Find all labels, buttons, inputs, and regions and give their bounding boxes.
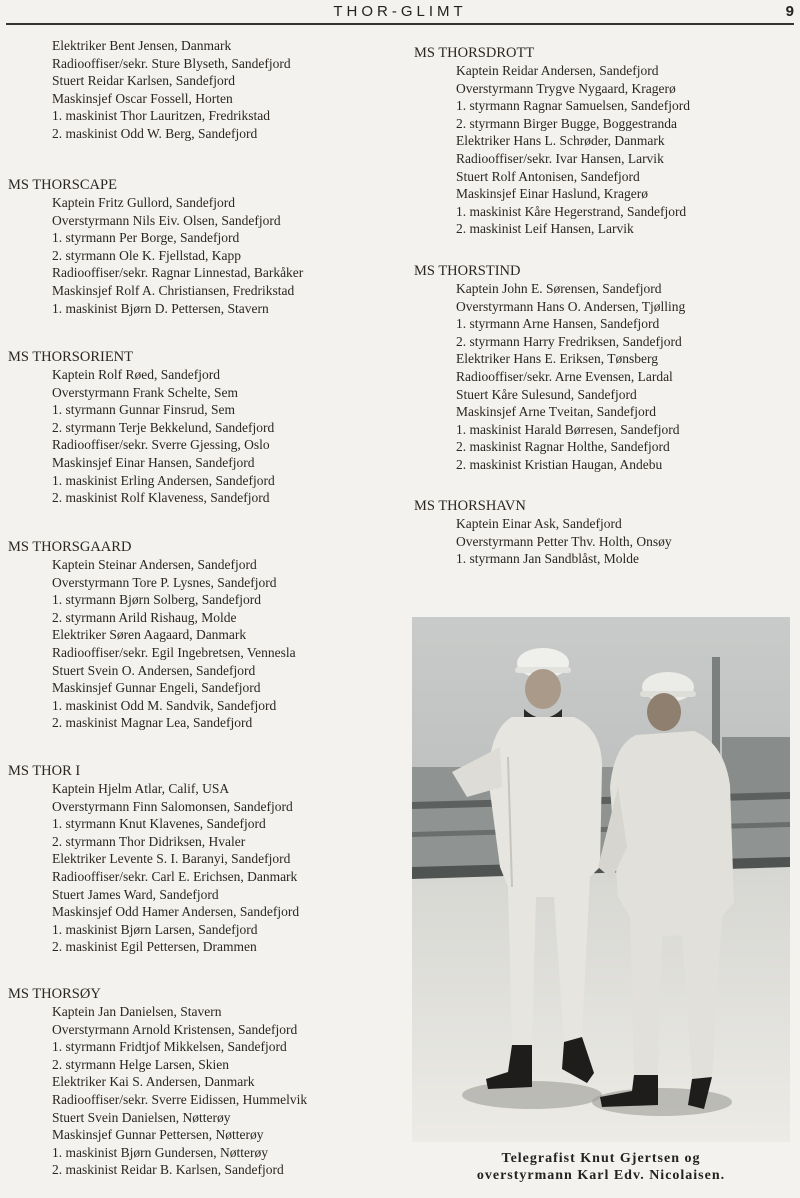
crew-member: 2. styrmann Harry Fredriksen, Sandefjord [456,333,682,349]
ship-name: MS THORSØY [8,986,101,1002]
ship-section [0,176,303,317]
crew-member: Maskinsjef Gunnar Pettersen, Nøtterøy [52,1127,264,1143]
crew-member: Maskinsjef Oscar Fossell, Horten [52,90,233,106]
crew-member: Radiooffiser/sekr. Egil Ingebretsen, Vennesla [52,644,296,660]
ship-section [0,37,291,143]
crew-member: 1. styrmann Knut Klavenes, Sandefjord [52,816,266,832]
crew-member: Maskinsjef Einar Haslund, Kragerø [456,186,648,202]
crew-member: 2. maskinist Magnar Lea, Sandefjord [52,715,253,731]
crew-member: Radiooffiser/sekr. Arne Evensen, Lardal [456,368,673,384]
crew-member: 2. maskinist Rolf Klaveness, Sandefjord [52,490,270,506]
crew-member: 1. maskinist Bjørn Gundersen, Nøtterøy [52,1144,268,1160]
crew-member: 2. styrmann Ole K. Fjellstad, Kapp [52,247,241,263]
crew-member: Overstyrmann Finn Salomonsen, Sandefjord [52,798,293,814]
crew-member: Elektriker Levente S. I. Baranyi, Sandefjord [52,851,291,867]
caption-line-1: Telegrafist Knut Gjertsen og [501,1151,701,1166]
ship-section [400,44,690,238]
crew-list [0,556,296,732]
ship-section [0,985,307,1179]
crew-member: 1. maskinist Bjørn Larsen, Sandefjord [52,921,258,937]
crew-member: Stuert Kåre Sulesund, Sandefjord [456,386,637,402]
crew-member: 1. maskinist Harald Børresen, Sandefjord [456,421,680,437]
page-number: 9 [785,3,794,20]
crew-member: Kaptein Steinar Andersen, Sandefjord [52,557,257,572]
crew-member: 2. styrmann Thor Didriksen, Hvaler [52,833,246,849]
ship-name: MS THORSTIND [414,263,521,279]
crew-member: Overstyrmann Nils Eiv. Olsen, Sandefjord [52,212,281,228]
crew-member: Radiooffiser/sekr. Ivar Hansen, Larvik [456,150,664,166]
crew-list [0,1003,307,1179]
crew-member: 1. maskinist Kåre Hegerstrand, Sandefjord [456,203,687,219]
crew-member: Radiooffiser/sekr. Ragnar Linnestad, Barkåker [52,265,304,281]
crew-member: 1. styrmann Ragnar Samuelsen, Sandefjord [456,98,690,114]
crew-photo [412,617,790,1142]
ship-section [400,497,672,568]
crew-member: Radiooffiser/sekr. Sverre Gjessing, Oslo [52,437,270,453]
ship-name: MS THORSCAPE [8,177,117,193]
crew-member: Kaptein John E. Sørensen, Sandefjord [456,281,662,296]
crew-member: Maskinsjef Arne Tveitan, Sandefjord [456,404,656,420]
caption-line-2: overstyrmann Karl Edv. Nicolaisen. [476,1168,726,1183]
crew-list [400,515,672,568]
crew-member: Maskinsjef Rolf A. Christiansen, Fredrikstad [52,282,295,298]
crew-member: Stuert Svein O. Andersen, Sandefjord [52,662,256,678]
crew-member: 1. maskinist Erling Andersen, Sandefjord [52,472,275,488]
crew-member: 2. maskinist Reidar B. Karlsen, Sandefjord [52,1162,284,1178]
crew-member: 2. styrmann Helge Larsen, Skien [52,1056,229,1072]
crew-member: 2. styrmann Terje Bekkelund, Sandefjord [52,419,275,435]
crew-member: 2. styrmann Arild Rishaug, Molde [52,609,237,625]
ship-name: MS THORSDROTT [414,45,535,61]
crew-list [0,366,275,507]
crew-list [400,62,690,238]
crew-member: 2. maskinist Odd W. Berg, Sandefjord [52,125,258,141]
crew-list [0,780,299,956]
crew-member: Elektriker Bent Jensen, Danmark [52,38,232,53]
crew-member: Kaptein Jan Danielsen, Stavern [52,1004,222,1019]
crew-member: Stuert Reidar Karlsen, Sandefjord [52,73,235,89]
crew-member: 2. maskinist Egil Pettersen, Drammen [52,939,257,955]
crew-member: 1. maskinist Odd M. Sandvik, Sandefjord [52,697,277,713]
ship-section [400,262,685,474]
crew-list [400,280,685,474]
crew-member: Stuert James Ward, Sandefjord [52,886,219,902]
ship-section [0,762,299,956]
crew-member: 1. styrmann Fridtjof Mikkelsen, Sandefjord [52,1039,287,1055]
photo-caption [412,1150,790,1184]
crew-member: Elektriker Kai S. Andersen, Danmark [52,1074,255,1090]
crew-member: Overstyrmann Frank Schelte, Sem [52,384,238,400]
crew-member: Elektriker Hans L. Schrøder, Danmark [456,133,665,149]
crew-member: 2. styrmann Birger Bugge, Boggestranda [456,115,677,131]
crew-member: 1. styrmann Bjørn Solberg, Sandefjord [52,592,261,608]
ship-section [0,538,296,732]
crew-member: Overstyrmann Hans O. Andersen, Tjølling [456,298,686,314]
crew-member: 2. maskinist Leif Hansen, Larvik [456,221,634,237]
crew-member: Kaptein Rolf Røed, Sandefjord [52,367,220,382]
crew-list [0,194,303,317]
ship-name: MS THORSORIENT [8,349,134,365]
ship-name: MS THORSGAARD [8,539,132,555]
ship-name: MS THORSHAVN [414,498,526,514]
crew-member: Maskinsjef Odd Hamer Andersen, Sandefjord [52,904,300,920]
crew-member: Overstyrmann Petter Thv. Holth, Onsøy [456,533,672,549]
crew-member: Kaptein Einar Ask, Sandefjord [456,516,622,531]
crew-member: Kaptein Reidar Andersen, Sandefjord [456,63,659,78]
crew-member: Stuert Rolf Antonisen, Sandefjord [456,168,640,184]
crew-member: Overstyrmann Trygve Nygaard, Kragerø [456,80,676,96]
crew-member: 1. styrmann Gunnar Finsrud, Sem [52,402,235,418]
crew-member: Elektriker Søren Aagaard, Danmark [52,627,247,643]
page-header [0,0,800,26]
crew-member: Radiooffiser/sekr. Sture Blyseth, Sandefjord [52,55,291,71]
ship-section [0,348,275,507]
crew-member: 1. maskinist Thor Lauritzen, Fredrikstad [52,108,270,124]
crew-member: 2. maskinist Kristian Haugan, Andebu [456,456,663,472]
crew-member: 1. styrmann Arne Hansen, Sandefjord [456,316,660,332]
crew-member: Maskinsjef Einar Hansen, Sandefjord [52,454,255,470]
crew-member: Kaptein Hjelm Atlar, Calif, USA [52,781,230,796]
crew-member: Overstyrmann Arnold Kristensen, Sandefjord [52,1021,298,1037]
crew-member: Radiooffiser/sekr. Carl E. Erichsen, Danmark [52,868,298,884]
crew-member: Elektriker Hans E. Eriksen, Tønsberg [456,351,658,367]
crew-member: Stuert Svein Danielsen, Nøtterøy [52,1109,231,1125]
crew-member: 1. styrmann Jan Sandblåst, Molde [456,551,639,567]
crew-member: Maskinsjef Gunnar Engeli, Sandefjord [52,680,261,696]
header-rule [6,23,794,25]
crew-member: Overstyrmann Tore P. Lysnes, Sandefjord [52,574,277,590]
ship-name: MS THOR I [8,763,81,779]
magazine-title: THOR-GLIMT [333,3,467,20]
crew-member: 1. maskinist Bjørn D. Pettersen, Stavern [52,300,269,316]
crew-member: Radiooffiser/sekr. Sverre Eidissen, Hummelvik [52,1091,308,1107]
crew-list [0,37,291,143]
crew-member: 1. styrmann Per Borge, Sandefjord [52,230,240,246]
crew-member: Kaptein Fritz Gullord, Sandefjord [52,195,235,210]
crew-member: 2. maskinist Ragnar Holthe, Sandefjord [456,439,670,455]
